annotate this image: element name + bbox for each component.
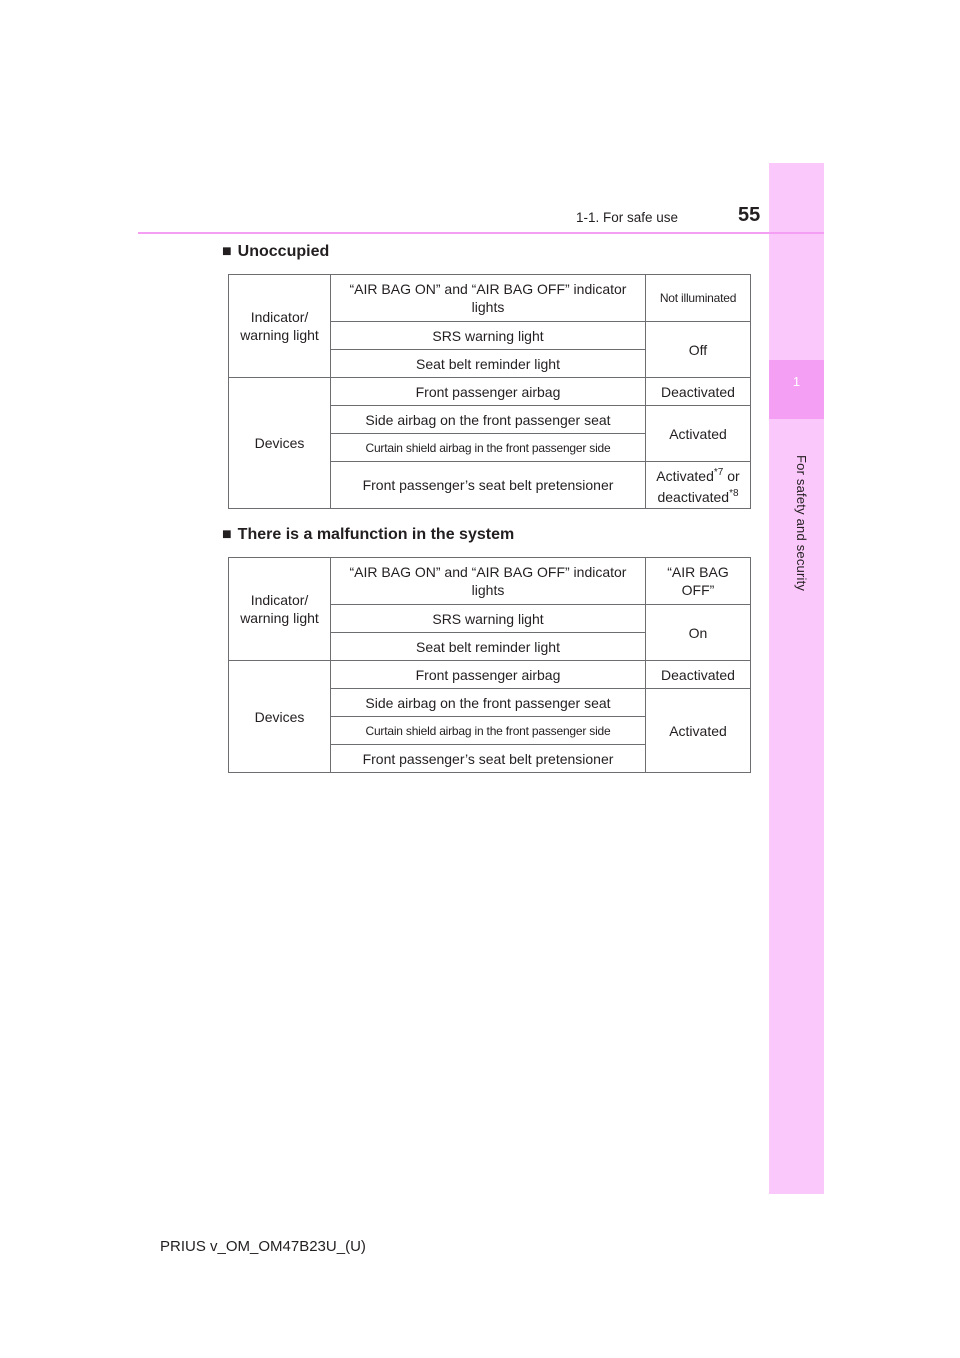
chapter-side-tab: [769, 163, 824, 1194]
heading-text: There is a malfunction in the system: [237, 526, 515, 543]
front-airbag-status: Deactivated: [646, 661, 751, 689]
heading-marker: ■: [222, 243, 232, 260]
seat-belt-light-cell: Seat belt reminder light: [331, 350, 646, 378]
header-rule: [138, 232, 824, 234]
pretensioner-status-b: deactivated: [657, 489, 730, 505]
airbag-lights-cell: “AIR BAG ON” and “AIR BAG OFF” indicator lights: [331, 558, 646, 605]
heading-marker: ■: [222, 526, 232, 543]
heading-unoccupied: [222, 243, 329, 261]
chapter-number: 1: [792, 374, 801, 389]
front-airbag-status: Deactivated: [646, 378, 751, 406]
front-airbag-cell: Front passenger airbag: [331, 661, 646, 689]
front-airbag-cell: Front passenger airbag: [331, 378, 646, 406]
table-row: [229, 558, 751, 605]
side-curtain-status: Activated: [646, 406, 751, 462]
table-malfunction: [228, 557, 751, 773]
chapter-title: For safety and security: [794, 455, 809, 592]
footer-model-code: PRIUS v_OM_OM47B23U_(U): [160, 1238, 366, 1255]
indicator-label: Indicator/ warning light: [229, 275, 331, 378]
airbag-lights-status: Not illuminated: [646, 275, 751, 322]
pretensioner-cell: Front passenger’s seat belt pretensioner: [331, 745, 646, 773]
footnote-ref-7: *7: [713, 467, 724, 478]
indicator-label: Indicator/ warning light: [229, 558, 331, 661]
table-unoccupied: [228, 274, 751, 509]
side-airbag-cell: Side airbag on the front passenger seat: [331, 406, 646, 434]
airbag-lights-cell: “AIR BAG ON” and “AIR BAG OFF” indicator lights: [331, 275, 646, 322]
side-airbag-cell: Side airbag on the front passenger seat: [331, 689, 646, 717]
devices-label: Devices: [229, 661, 331, 773]
srs-light-status: Off: [646, 322, 751, 378]
table-row: [229, 275, 751, 322]
curtain-airbag-cell: Curtain shield airbag in the front passenger side: [331, 434, 646, 462]
devices-label: Devices: [229, 378, 331, 509]
pretensioner-status: [646, 462, 751, 509]
chapter-number-box: [769, 360, 824, 419]
heading-malfunction: [222, 526, 514, 544]
srs-light-status: On: [646, 605, 751, 661]
seat-belt-light-cell: Seat belt reminder light: [331, 633, 646, 661]
curtain-airbag-cell: Curtain shield airbag in the front passenger side: [331, 717, 646, 745]
pretensioner-cell: Front passenger’s seat belt pretensioner: [331, 462, 646, 509]
page-number: 55: [738, 204, 761, 226]
table-row: [229, 378, 751, 406]
airbag-lights-status: “AIR BAG OFF”: [646, 558, 751, 605]
section-title: 1-1. For safe use: [576, 210, 679, 225]
heading-text: Unoccupied: [237, 243, 330, 260]
table-row: [229, 661, 751, 689]
pretensioner-or: or: [727, 468, 740, 484]
footnote-ref-8: *8: [729, 488, 739, 499]
srs-light-cell: SRS warning light: [331, 322, 646, 350]
pretensioner-status-a: Activated: [656, 468, 714, 484]
srs-light-cell: SRS warning light: [331, 605, 646, 633]
devices-status: Activated: [646, 689, 751, 773]
